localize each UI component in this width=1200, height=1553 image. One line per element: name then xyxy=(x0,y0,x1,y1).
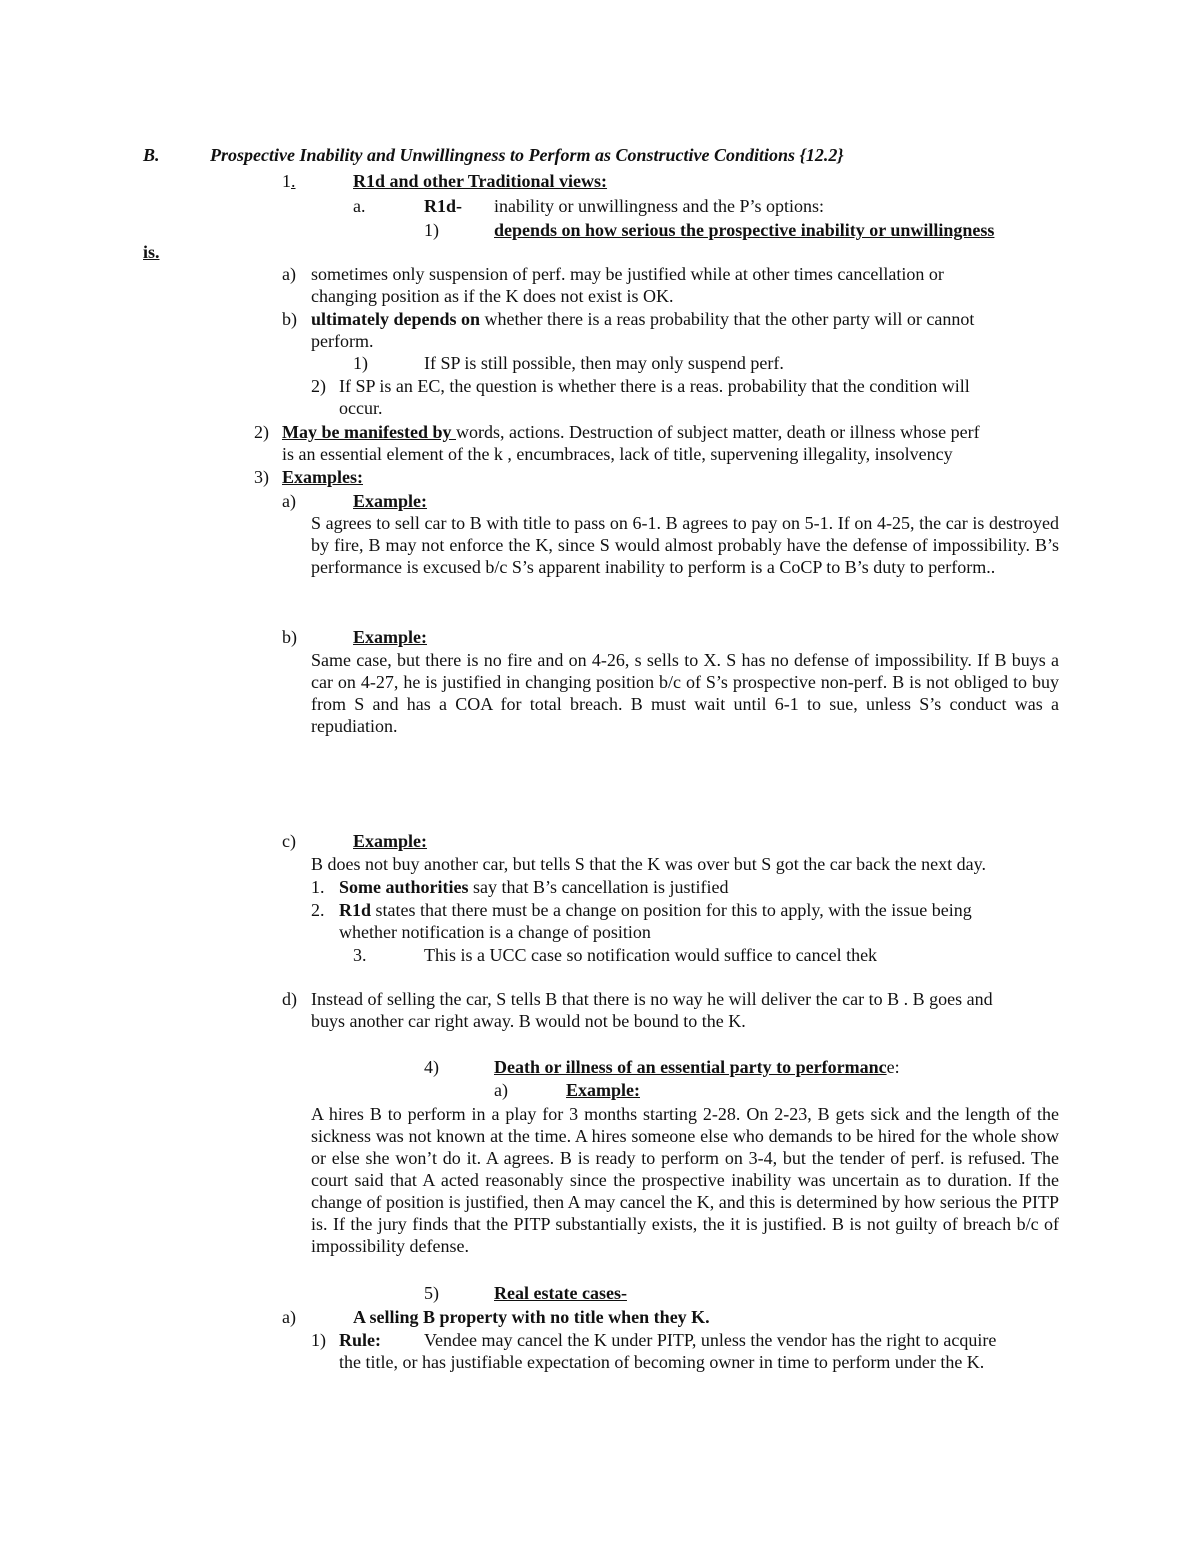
part1-b1-text: If SP is still possible, then may only suspend perf. xyxy=(424,353,784,373)
example-b-text: Same case, but there is no fire and on 4-26, s sells to X. S has no defense of impossibility. If B buys a car on 4-27, he is justified in changing position b/c of S’s prospective non-perf. B is not obliged to buy from S and has a COA for total breach. B must wait until 6-1 to sue, unless S’s conduct was a repudiation. xyxy=(311,650,1059,736)
part1-b2-label: 2) xyxy=(311,376,326,396)
part1-b2-line2: occur. xyxy=(339,398,383,418)
part1-a-label: a. xyxy=(353,196,366,216)
item5-rule-line2: the title, or has justifiable expectation of becoming owner in time to perform under the K. xyxy=(339,1352,985,1372)
example-d-label: d) xyxy=(282,989,297,1009)
example-c-text: B does not buy another car, but tells S that the K was over but S got the car back the next day. xyxy=(311,854,986,874)
example-c-n2-label: 2. xyxy=(311,900,325,920)
example-d-line1: Instead of selling the car, S tells B that there is no way he will deliver the car to B . B goes and xyxy=(311,989,993,1009)
example-c-heading: Example: xyxy=(353,831,427,851)
example-c-n1-label: 1. xyxy=(311,877,325,897)
example-c-n3-text: This is a UCC case so notification would suffice to cancel thek xyxy=(424,945,878,965)
part1-a-text: inability or unwillingness and the P’s options: xyxy=(494,196,824,216)
item3-label: 3) xyxy=(254,467,269,487)
item5-rule-label: 1) xyxy=(311,1330,326,1350)
part1-1-text: depends on how serious the prospective inability or unwillingness xyxy=(494,220,995,240)
example-b-heading: Example: xyxy=(353,627,427,647)
part1-1-continuation: is. xyxy=(143,242,160,262)
item4-heading: Death or illness of an essential party to performance: xyxy=(494,1057,900,1077)
part1-b1-label: 1) xyxy=(353,353,368,373)
example-c-n2-line1: R1d states that there must be a change on position for this to apply, with the issue being xyxy=(339,900,972,920)
part1-sub-b-label: b) xyxy=(282,309,297,329)
example-c-label: c) xyxy=(282,831,296,851)
item4-example-text: A hires B to perform in a play for 3 months starting 2-28. On 2-23, B gets sick and the length of the sickness was not known at the time. A hires someone else who demands to be hired for the whole show or else she won’t do it. A agrees. B is ready to perform on 3-4, but the tender of perf. is refused. The court said that A acted reasonably since the prospective inability was uncertain as to duration. If the change of position is justified, then A may cancel the K, and this is determined by how serious the PITP is. If the jury finds that the PITP substantially exists, the it is justified. B is not guilty of breach b/c of impossibility defense. xyxy=(311,1104,1059,1256)
item5-heading: Real estate cases- xyxy=(494,1283,627,1303)
item4-a-heading: Example: xyxy=(566,1080,640,1100)
example-d-line2: buys another car right away. B would not be bound to the K. xyxy=(311,1011,746,1031)
part1-sub-b-line2: perform. xyxy=(311,331,374,351)
item2-line2: is an essential element of the k , encumbraces, lack of title, supervening illegality, insolvency xyxy=(282,444,953,464)
item4-label: 4) xyxy=(424,1057,439,1077)
item2-label: 2) xyxy=(254,422,269,442)
example-c-n1-text: Some authorities say that B’s cancellation is justified xyxy=(339,877,729,897)
example-a-heading: Example: xyxy=(353,491,427,511)
item5-rule-term: Rule: xyxy=(339,1330,381,1350)
part1-sub-a-line2: changing position as if the K does not exist is OK. xyxy=(311,286,674,306)
item5-a-text: A selling B property with no title when they K. xyxy=(353,1307,710,1327)
item5-a-label: a) xyxy=(282,1307,296,1327)
part1-sub-a-label: a) xyxy=(282,264,296,284)
example-a-label: a) xyxy=(282,491,296,511)
example-c-n2-line2: whether notification is a change of position xyxy=(339,922,651,942)
part1-b2-line1: If SP is an EC, the question is whether there is a reas. probability that the condition will xyxy=(339,376,970,396)
example-b-label: b) xyxy=(282,627,297,647)
section-letter: B. xyxy=(143,145,160,165)
part1-a-term: R1d- xyxy=(424,196,463,216)
item5-label: 5) xyxy=(424,1283,439,1303)
example-a-text: S agrees to sell car to B with title to pass on 6-1. B agrees to pay on 5-1. If on 4-25, the car is destroyed by fire, B may not enforce the K, since S would almost probably have the defense of impossibility. B’s performance is excused b/c S’s apparent inability to perform is a CoCP to B’s duty to perform.. xyxy=(311,513,1059,577)
example-c-n3-label: 3. xyxy=(353,945,367,965)
item2-line1: May be manifested by words, actions. Destruction of subject matter, death or illness whose perf xyxy=(282,422,980,442)
part1-heading: R1d and other Traditional views: xyxy=(353,171,608,191)
part1-sub-b-line1: ultimately depends on whether there is a reas probability that the other party will or cannot xyxy=(311,309,975,329)
item4-a-label: a) xyxy=(494,1080,508,1100)
section-title: Prospective Inability and Unwillingness to Perform as Constructive Conditions {12.2} xyxy=(210,145,844,165)
item3-heading: Examples: xyxy=(282,467,363,487)
part1-number: 1. xyxy=(282,171,296,191)
part1-sub-a-line1: sometimes only suspension of perf. may be justified while at other times cancellation or xyxy=(311,264,944,284)
part1-1-label: 1) xyxy=(424,220,439,240)
item5-rule-line1: Vendee may cancel the K under PITP, unless the vendor has the right to acquire xyxy=(424,1330,997,1350)
